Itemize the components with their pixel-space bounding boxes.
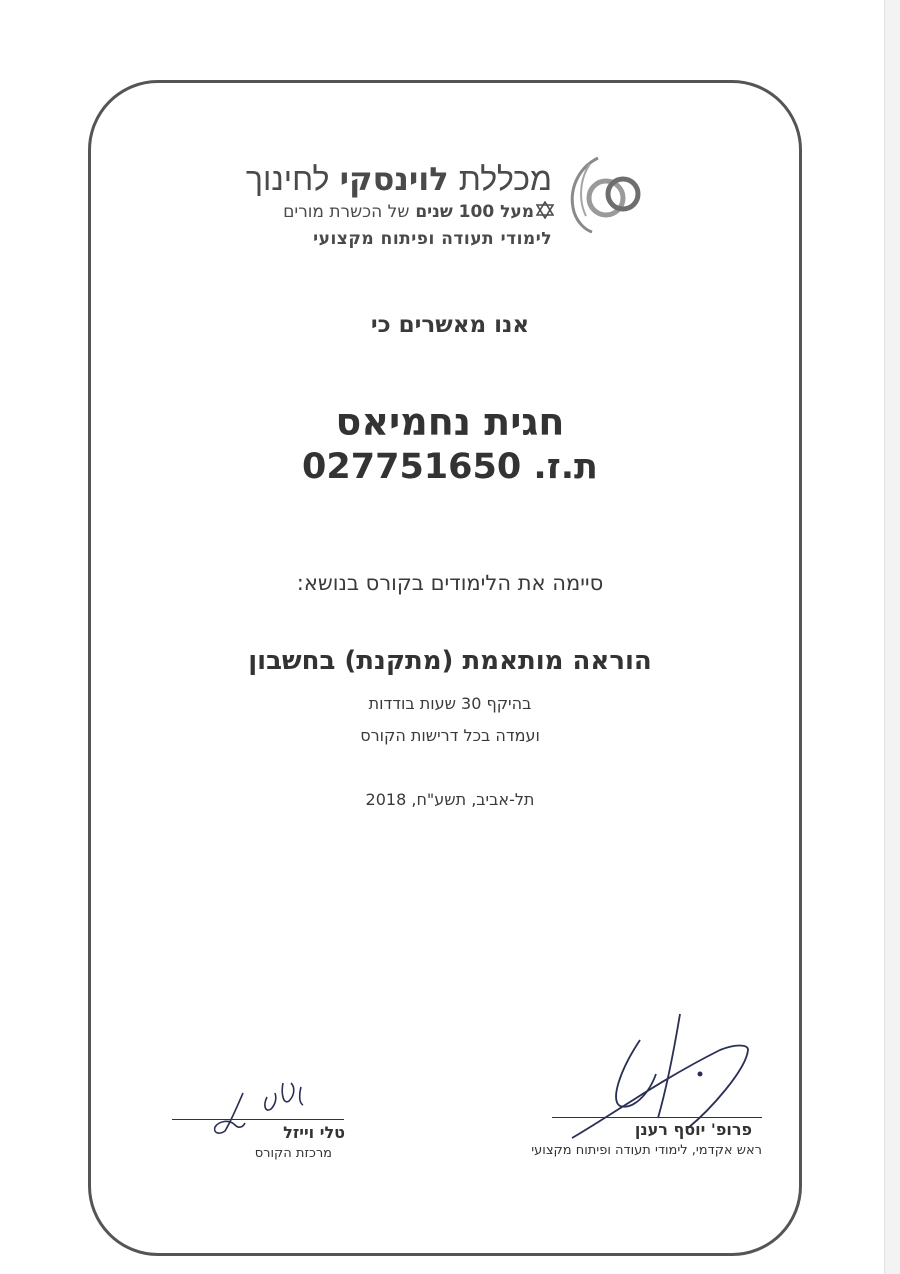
tagline-bold: מעל 100 שנים: [415, 202, 534, 222]
completed-text: סיימה את הלימודים בקורס בנושא:: [296, 571, 604, 595]
college-logo-icon: [560, 150, 650, 240]
id-label: ת.ז.: [533, 447, 598, 487]
college-suffix: לחינוך: [245, 160, 330, 198]
star-of-david-icon: [536, 201, 554, 219]
left-signer-title: מרכזת הקורס: [254, 1146, 332, 1161]
place-and-date: תל-אביב, תשע"ח, 2018: [365, 790, 535, 809]
college-prefix: מכללת: [458, 160, 552, 198]
intro-text: אנו מאשרים כי: [370, 312, 530, 338]
left-signature-line: [172, 1119, 344, 1120]
tagline-rest: של הכשרת מורים: [283, 202, 410, 222]
college-name: [246, 160, 552, 198]
id-number: 027751650: [302, 447, 522, 487]
course-hours: בהיקף 30 שעות בודדות: [368, 694, 532, 713]
right-signer-title: ראש אקדמי, לימודי תעודה ופיתוח מקצועי: [531, 1143, 762, 1158]
department-name: לימודי תעודה ופיתוח מקצועי: [313, 229, 552, 249]
college-name-bold: לוינסקי: [339, 160, 449, 198]
recipient-name: חגית נחמיאס: [335, 400, 565, 444]
course-title: הוראה מותאמת (מתקנת) בחשבון: [248, 646, 652, 676]
right-signature-line: [552, 1117, 762, 1118]
scan-edge: [884, 0, 900, 1274]
course-requirements: ועמדה בכל דרישות הקורס: [360, 726, 540, 745]
recipient-id: [0, 447, 900, 487]
college-tagline: [283, 202, 534, 222]
right-signer-name: פרופ' יוסף רענן: [634, 1120, 752, 1139]
left-signer-name: טלי וייזל: [283, 1123, 345, 1142]
